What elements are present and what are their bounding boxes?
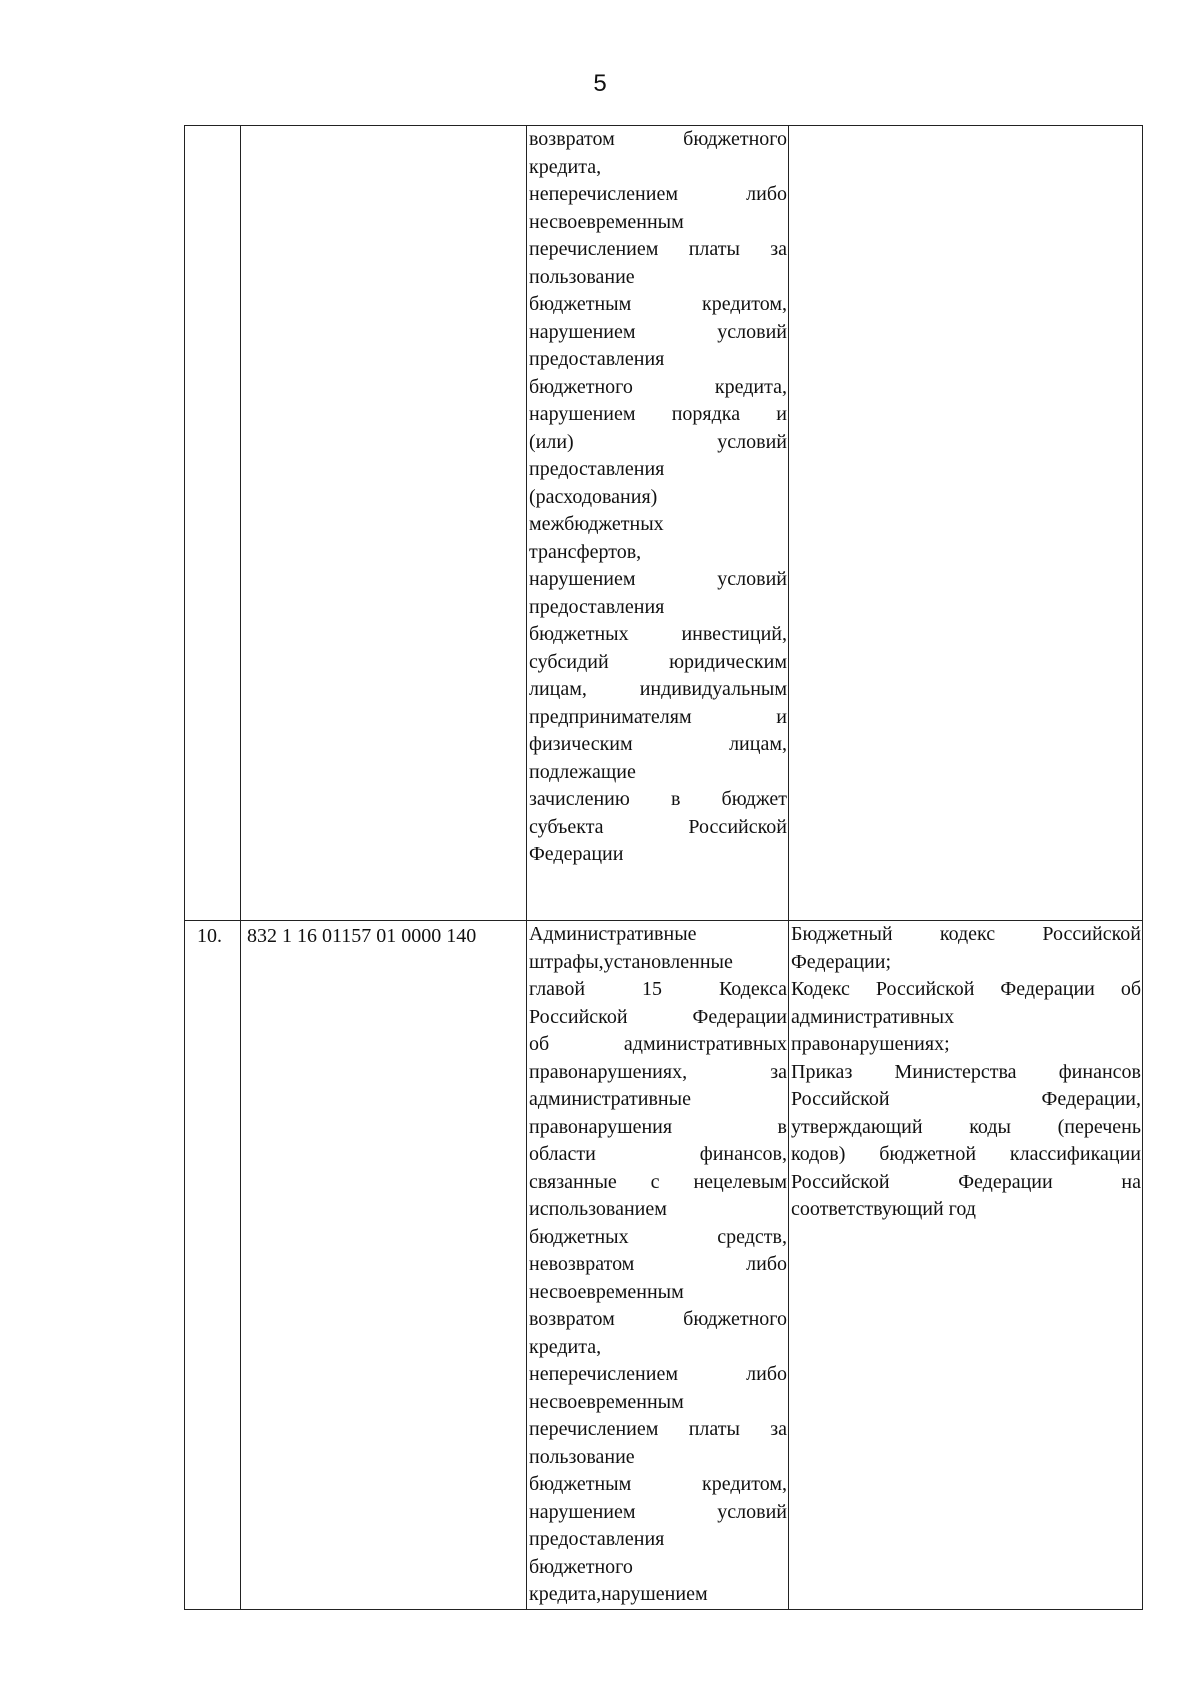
description-line: бюджетных инвестиций,: [529, 623, 787, 645]
legal-basis-cell: [789, 921, 1143, 1610]
description-line: (или) условий: [529, 430, 787, 453]
legal-basis-line: Бюджетный кодекс Российской: [791, 923, 1141, 945]
legal-basis-line: кодов) бюджетной классификации: [791, 1143, 1141, 1165]
budget-code-cell: [241, 126, 527, 921]
description-line: области финансов,: [529, 1143, 787, 1165]
description-line: пользование: [529, 1445, 635, 1468]
legal-basis-line: правонарушениях;: [791, 1033, 950, 1055]
description-line: неперечислением либо: [529, 1363, 787, 1385]
budget-code-cell: 832 1 16 01157 01 0000 140: [241, 921, 527, 1610]
description-line: Административные: [529, 923, 697, 945]
table-row: [185, 126, 1143, 921]
description-line: кредита,: [529, 155, 602, 178]
legal-basis-line: Федерации;: [791, 950, 892, 973]
description-line: несвоевременным: [529, 1280, 684, 1303]
legal-basis-line: Российской Федерации,: [791, 1088, 1141, 1110]
description-line: бюджетных средств,: [529, 1225, 787, 1248]
description-line: использованием: [529, 1198, 667, 1220]
description-line: перечислением платы за: [529, 1418, 787, 1440]
description-line: предоставления: [529, 595, 665, 618]
description-line: предоставления: [529, 348, 665, 370]
row-number-cell: [185, 126, 241, 921]
legal-basis-line: Приказ Министерства финансов: [791, 1060, 1141, 1083]
description-line: зачислению в бюджет: [529, 788, 787, 810]
legal-basis-cell: [789, 126, 1143, 921]
description-line: Российской Федерации: [529, 1005, 787, 1028]
legal-basis-line: утверждающий коды (перечень: [791, 1115, 1141, 1138]
legal-basis-line: административных: [791, 1005, 955, 1028]
description-line: бюджетного кредита,: [529, 375, 787, 398]
description-line: штрафы,установленные: [529, 950, 733, 973]
description-line: нарушением условий: [529, 320, 787, 343]
description-line: правонарушениях, за: [529, 1060, 787, 1083]
description-line: субсидий юридическим: [529, 650, 787, 673]
description-line: подлежащие: [529, 760, 636, 783]
description-line: несвоевременным: [529, 1390, 684, 1413]
description-line: перечислением платы за: [529, 238, 787, 260]
description-line: предпринимателям и: [529, 705, 787, 728]
description-line: несвоевременным: [529, 210, 684, 233]
description-line: административные: [529, 1088, 691, 1110]
description-line: возвратом бюджетного: [529, 1308, 787, 1330]
description-line: главой 15 Кодекса: [529, 978, 787, 1000]
description-line: бюджетным кредитом,: [529, 1473, 787, 1495]
description-cell: [527, 921, 789, 1610]
description-line: возвратом бюджетного: [529, 128, 787, 150]
legal-basis-line: Кодекс Российской Федерации об: [791, 978, 1141, 1000]
description-line: неперечислением либо: [529, 183, 787, 205]
description-line: нарушением порядка и: [529, 403, 787, 425]
description-line: об административных: [529, 1033, 787, 1055]
legal-basis-line: Российской Федерации на: [791, 1170, 1141, 1193]
description-line: трансфертов,: [529, 540, 642, 563]
description-line: бюджетного: [529, 1555, 633, 1578]
description-line: правонарушения в: [529, 1115, 787, 1138]
description-line: бюджетным кредитом,: [529, 293, 787, 315]
description-line: пользование: [529, 265, 635, 288]
description-line: Федерации: [529, 843, 624, 865]
description-line: физическим лицам,: [529, 733, 787, 755]
page-number: 5: [593, 70, 607, 97]
description-line: субъекта Российской: [529, 815, 787, 838]
description-line: связанные с нецелевым: [529, 1170, 787, 1193]
description-line: (расходования): [529, 485, 658, 508]
description-cell: [527, 126, 789, 921]
table-row: [185, 921, 1143, 1610]
description-line: кредита,: [529, 1335, 602, 1358]
legal-basis-line: соответствующий год: [791, 1198, 976, 1220]
row-number-cell: 10.: [185, 921, 241, 1610]
description-line: невозвратом либо: [529, 1253, 787, 1275]
budget-codes-table: [184, 125, 1143, 1610]
description-line: предоставления: [529, 1528, 665, 1550]
description-line: предоставления: [529, 458, 665, 480]
description-line: кредита,нарушением: [529, 1583, 708, 1605]
description-line: межбюджетных: [529, 513, 664, 535]
description-line: нарушением условий: [529, 1500, 787, 1523]
description-line: нарушением условий: [529, 568, 787, 590]
description-line: лицам, индивидуальным: [529, 678, 787, 700]
